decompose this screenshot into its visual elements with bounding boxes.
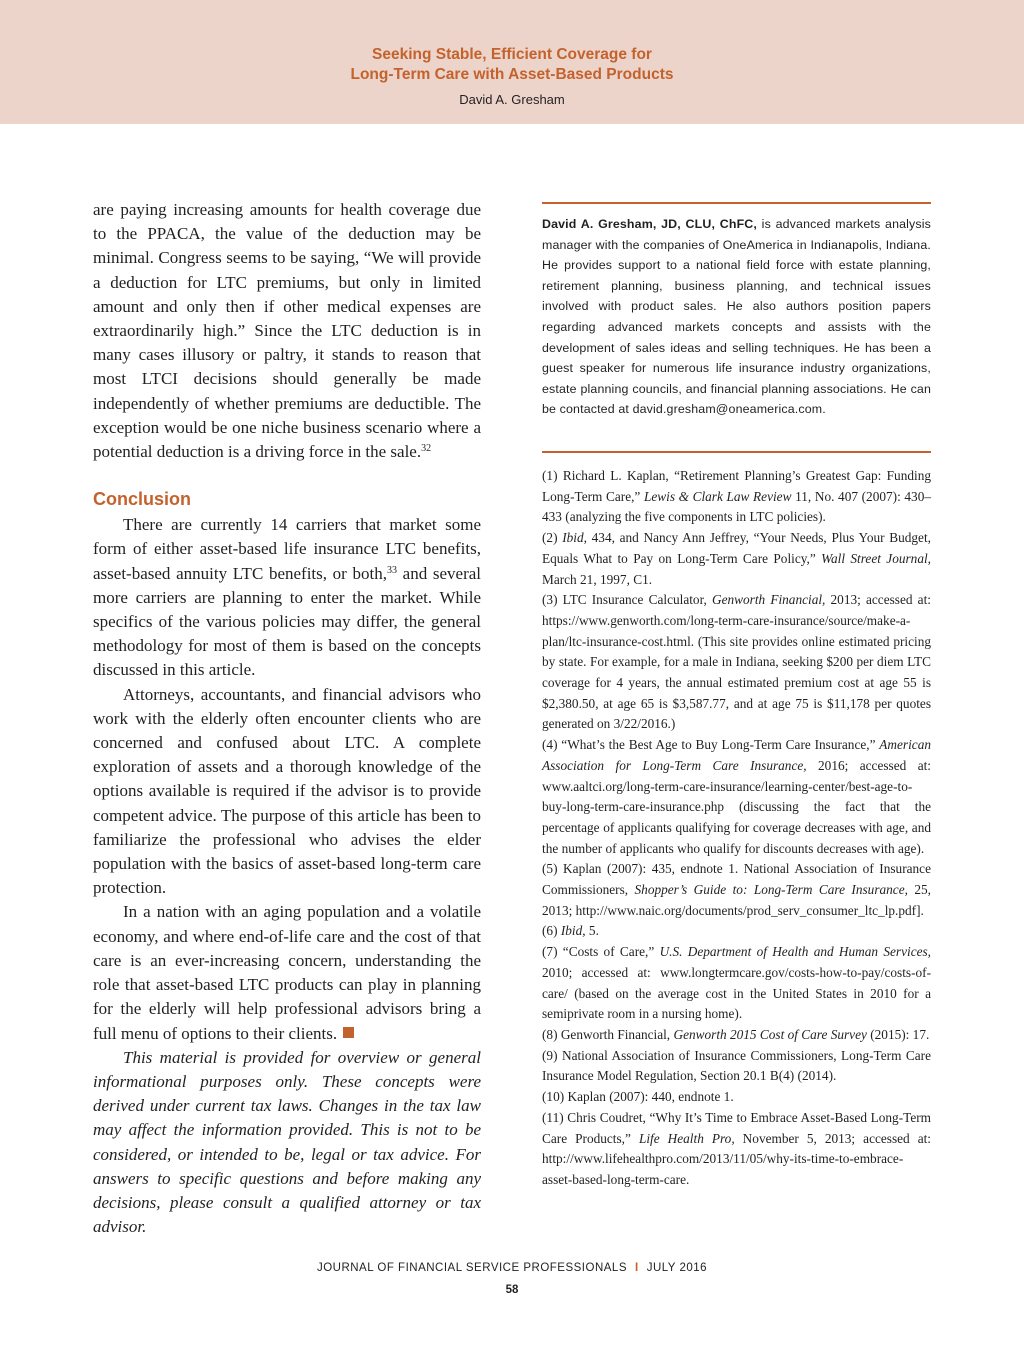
- endnote-4-text: (4) “What’s the Best Age to Buy Long-Term Care Insurance,”: [542, 737, 880, 753]
- endnote-4-source: American Association for Long-Term Care Insurance,: [542, 737, 931, 773]
- endnote-8: [542, 1025, 931, 1046]
- endnote-5-text: (5) Kaplan (2007): 435, endnote 1. National Association of Insurance Commissioners,: [542, 861, 931, 898]
- bio-bottom-rule: [542, 451, 931, 453]
- endnote-8-detail: (2015): 17.: [866, 1026, 930, 1042]
- footnote-ref-32: 32: [421, 443, 432, 455]
- endnote-8-source: Genworth 2015 Cost of Care Survey: [673, 1026, 867, 1042]
- intro-paragraph: [93, 198, 481, 464]
- endnote-1-detail: 11, No. 407 (2007): 430–433 (analyzing the five components in LTC policies).: [542, 488, 931, 525]
- running-header: [0, 0, 1024, 124]
- endnote-6: [542, 921, 931, 942]
- end-of-article-square-icon: [343, 1027, 354, 1038]
- endnote-4-detail: 2016; accessed at: www.aaltci.org/long-term-care-insurance/learning-center/best-age-to-buy-long-term-care-insurance.php (discussing the fact that the percentage of applicants qualifying for coverage decreases with age, and the number of applicants who qualify for discounts decreases with age).: [542, 757, 931, 856]
- endnote-10: (10) Kaplan (2007): 440, endnote 1.: [542, 1089, 734, 1105]
- journal-name: JOURNAL OF FINANCIAL SERVICE PROFESSIONALS: [316, 1262, 627, 1274]
- conclusion-paragraph-2: Attorneys, accountants, and financial advisors who work with the elderly often encounter clients who are concerned and confused about LTC. A complete exploration of assets and a thorough knowledge of the options available is required if the advisor is to provide competent advice. The purpose of this article has been to familiarize the professional who advises the elder population with the basics of asset-based long-term care protection.: [93, 684, 481, 898]
- endnote-5-source: Shopper’s Guide to: Long-Term Care Insurance,: [634, 882, 908, 898]
- endnote-2-source: Wall Street Journal,: [821, 550, 931, 566]
- endnote-1: [542, 466, 931, 528]
- conclusion-paragraph-1-text: There are currently 14 carriers that market some form of either asset-based life insurance LTC benefits, asset-based annuity LTC benefits, or both,: [93, 515, 481, 583]
- endnote-3-source: Genworth Financial,: [711, 592, 826, 608]
- article-title-line-2: Long-Term Care with Asset-Based Products: [350, 66, 674, 83]
- article-title-line-1: Seeking Stable, Efficient Coverage for: [372, 46, 652, 63]
- endnote-7-text: (7) “Costs of Care,”: [542, 944, 660, 960]
- endnote-11-source: Life Health Pro,: [638, 1130, 735, 1146]
- endnote-2-text: , 434, and Nancy Ann Jeffrey, “Your Needs, Plus Your Budget, Equals What to Pay on Long-Term Care Policy,”: [542, 530, 931, 566]
- endnote-6-number: (6): [542, 923, 561, 939]
- endnote-1-source: Lewis & Clark Law Review: [643, 488, 792, 504]
- footer-separator: I: [635, 1262, 639, 1274]
- bio-text: is advanced markets analysis manager with the companies of OneAmerica in Indianapolis, Indiana. He provides support to a national field force with estate planning, retirement planning, business planning, and technical issues involved with product sales. He also authors position papers regarding advanced markets concepts and assists with the development of sales ideas and selling techniques. He has been a guest speaker for numerous life insurance industry organizations, estate planning councils, and financial planning associations. He can be contacted at david.gresham@oneamerica.com.: [542, 217, 931, 417]
- bio-author-name: David A. Gresham, JD, CLU, ChFC,: [542, 217, 757, 231]
- running-footer: [0, 1262, 1024, 1274]
- conclusion-paragraph-3-text: In a nation with an aging population and a volatile economy, and where end-of-life care and the cost of that care is an ever-increasing concern, understanding the role that asset-based LTC products can play in planning for the elderly will help professional advisors bring a full menu of options to their clients.: [93, 902, 481, 1043]
- endnote-1-text: (1) Richard L. Kaplan, “Retirement Planning’s Greatest Gap: Funding Long-Term Care,”: [542, 468, 931, 504]
- disclaimer-paragraph: This material is provided for overview or general informational purposes only. These concepts were derived under current tax laws. Changes in the tax law may affect the information provided. This is not to be considered, or intended to be, legal or tax advice. For answers to specific questions and before making any decisions, please consult a qualified attorney or tax advisor.: [93, 1047, 481, 1237]
- endnote-8-text: (8) Genworth Financial,: [542, 1026, 674, 1042]
- endnote-7: [542, 942, 931, 1025]
- endnotes: [542, 466, 931, 1191]
- endnote-7-detail: 2010; accessed at: www.longtermcare.gov/costs-how-to-pay/costs-of-care/ (based on the average cost in the United States in 2010 for a semiprivate room in a nursing home).: [542, 964, 931, 1022]
- endnote-2-detail: March 21, 1997, C1.: [542, 571, 653, 587]
- left-column: [93, 198, 481, 1239]
- article-title: [0, 45, 1024, 85]
- endnote-3-detail: 2013; accessed at: https://www.genworth.com/long-term-care-insurance/source/make-a-plan/ltc-insurance-cost.html. (This site provides online estimated pricing by state. For example, for a male in Indiana, seeking $200 per diem LTC coverage for 4 years, the annual estimated premium cost at age 55 is $2,380.50, at age 65 is $3,587.77, and at age 75 is $11,178 per quotes generated on 3/22/2016.): [542, 592, 931, 732]
- endnote-6-ibid: Ibid: [560, 923, 583, 939]
- endnote-2: [542, 528, 931, 590]
- endnote-2-ibid: Ibid: [562, 530, 584, 546]
- endnote-5-detail: 25, 2013; http://www.naic.org/documents/prod_serv_consumer_ltc_lp.pdf].: [542, 882, 932, 918]
- endnote-11: [542, 1108, 931, 1191]
- endnote-6-detail: , 5.: [582, 923, 599, 939]
- issue-date: JULY 2016: [646, 1262, 708, 1274]
- conclusion-paragraph-3: [93, 900, 481, 1045]
- article-author: David A. Gresham: [459, 92, 565, 107]
- endnote-11-text: (11) Chris Coudret, “Why It’s Time to Embrace Asset-Based Long-Term Care Products,”: [542, 1109, 931, 1146]
- endnote-2-number: (2): [542, 530, 563, 546]
- conclusion-heading: Conclusion: [93, 489, 191, 510]
- endnote-4: [542, 735, 931, 859]
- conclusion-paragraph-1: [93, 513, 481, 682]
- bio-top-rule: [542, 202, 931, 204]
- endnote-7-source: U.S. Department of Health and Human Services,: [659, 944, 931, 960]
- author-bio: [542, 214, 931, 420]
- conclusion-paragraph-1-rest: and several more carriers are planning to enter the market. While specifics of the various policies may differ, the general methodology for most of them is based on the concepts discussed in this article.: [93, 563, 481, 680]
- endnote-3-text: (3) LTC Insurance Calculator,: [542, 592, 712, 608]
- endnote-5: [542, 859, 931, 921]
- page-number: 58: [505, 1284, 519, 1296]
- endnote-3: [542, 590, 931, 735]
- intro-paragraph-text: are paying increasing amounts for health coverage due to the PPACA, the value of the deduction may be minimal. Congress seems to be saying, “We will provide a deduction for LTC premiums, but only in limited amount and only then if other medical expenses are extraordinarily high.” Since the LTC deduction is in many cases illusory or paltry, it stands to reason that most LTCI decisions should generally be made independently of whether premiums are deductible. The exception would be one niche business scenario where a potential deduction is a driving force in the sale.: [93, 200, 481, 462]
- footnote-ref-33: 33: [386, 564, 397, 576]
- endnote-11-detail: November 5, 2013; accessed at: http://www.lifehealthpro.com/2013/11/05/why-its-time-to-embrace-asset-based-long-term-care.: [542, 1130, 931, 1187]
- endnote-9: (9) National Association of Insurance Commissioners, Long-Term Care Insurance Model Regulation, Section 20.1 B(4) (2014).: [542, 1047, 931, 1084]
